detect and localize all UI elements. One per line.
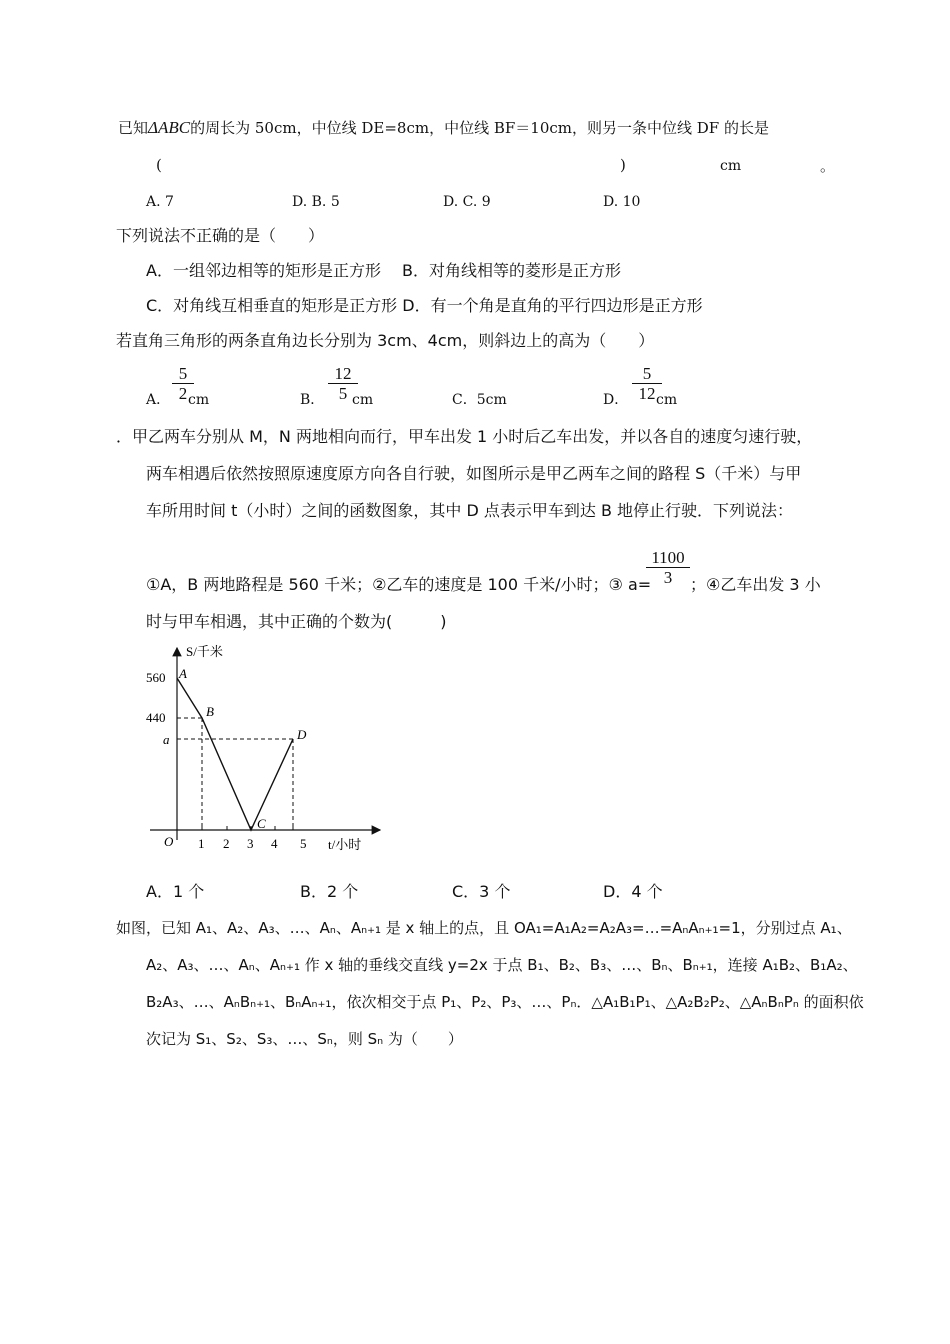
q2-options-line2: C．对角线互相垂直的矩形是正方形 D．有一个角是直角的平行四边形是正方形	[146, 296, 703, 315]
q4-statements-b: ；④乙车出发 3 小	[690, 575, 821, 594]
q4-option-d: D．4 个	[603, 882, 663, 901]
q3-option-c	[452, 390, 507, 410]
q4-statements-a: ①A，B 两地路程是 560 千米；②乙车的速度是 100 千米/小时；③ a=	[146, 575, 652, 594]
q1-triangle: ΔABC	[148, 118, 191, 137]
origin-label: O	[164, 834, 174, 849]
q2-stem: 下列说法不正确的是（ ）	[116, 226, 325, 245]
frac-numerator: 12	[334, 364, 352, 383]
q5-line1: 如图，已知 A₁、A₂、A₃、…、Aₙ、Aₙ₊₁ 是 x 轴上的点，且 OA₁=A₁A₂=A₂A₃=…=AₙAₙ₊₁=1，分别过点 A₁、	[116, 919, 852, 937]
q1-unit: cm	[720, 158, 742, 174]
q3-option-b-label: B．	[300, 392, 325, 408]
q4-line1: ．甲乙两车分别从 M，N 两地相向而行，甲车出发 1 小时后乙车出发，并以各自的速度匀速行驶，	[116, 427, 813, 446]
x-tick-5: 5	[300, 836, 307, 851]
q1-stem	[118, 118, 769, 138]
q1-open-paren: (	[156, 156, 162, 174]
q3-stem: 若直角三角形的两条直角边长分别为 3cm、4cm，则斜边上的高为（ ）	[116, 331, 655, 350]
frac-denominator: 3	[663, 568, 673, 587]
q1-stem-text: 的周长为 50cm，中位线 DE=8cm，中位线 BF＝10cm，则另一条中位线 DF 的长是	[190, 119, 769, 137]
frac-numerator: 5	[178, 364, 188, 383]
y-tick-560: 560	[146, 670, 166, 685]
q1-close-paren: )	[620, 156, 626, 174]
point-d-label: D	[297, 727, 307, 742]
y-axis-label: S/千米	[186, 644, 223, 659]
y-tick-a: a	[163, 732, 170, 747]
graph-polyline	[177, 678, 293, 830]
q3-option-c-text: 5cm	[476, 392, 507, 408]
x-axis-label: t/小时	[328, 837, 362, 852]
q3-option-a-unit: cm	[188, 392, 210, 408]
q1-option-c: D. C. 9	[443, 194, 491, 210]
frac-numerator: 1100	[651, 548, 685, 567]
point-a-label: A	[179, 666, 187, 681]
q1-option-a: A. 7	[146, 194, 174, 210]
x-tick-2: 2	[223, 836, 230, 851]
q4-option-a: A．1 个	[146, 882, 205, 901]
point-b-label: B	[206, 704, 214, 719]
q1-option-d: D. 10	[603, 194, 641, 210]
q4-line2: 两车相遇后依然按照原速度原方向各自行驶，如图所示是甲乙两车之间的路程 S（千米）与甲	[146, 464, 802, 483]
q3-option-a-label: A．	[146, 392, 171, 408]
q4-line5: 时与甲车相遇，其中正确的个数为( )	[146, 612, 447, 631]
q5-line3: B₂A₃、…、AₙBₙ₊₁、BₙAₙ₊₁，依次相交于点 P₁、P₂、P₃、…、Pₙ．△A₁B₁P₁、△A₂B₂P₂、△AₙBₙPₙ 的面积依	[146, 993, 864, 1011]
q5-line2: A₂、A₃、…、Aₙ、Aₙ₊₁ 作 x 轴的垂线交直线 y=2x 于点 B₁、B₂、B₃、…、Bₙ、Bₙ₊₁，连接 A₁B₂、B₁A₂、	[146, 956, 858, 974]
x-tick-4: 4	[271, 836, 278, 851]
q4-line3: 车所用时间 t（小时）之间的函数图象，其中 D 点表示甲车到达 B 地停止行驶．下列说法：	[146, 501, 794, 520]
point-c-label: C	[257, 816, 266, 831]
q1-prefix: 已知	[118, 119, 149, 137]
frac-denominator: 5	[338, 384, 348, 403]
q3-option-c-label: C．	[452, 392, 477, 408]
q4-fraction	[646, 548, 690, 587]
q3-option-d-label: D．	[603, 392, 629, 408]
q5-line4: 次记为 S₁、S₂、S₃、…、Sₙ，则 Sₙ 为（ ）	[146, 1030, 463, 1048]
distance-time-graph	[140, 640, 400, 860]
q4-option-b: B．2 个	[300, 882, 359, 901]
q1-option-b: D. B. 5	[292, 194, 340, 210]
q1-end-mark: 。	[820, 157, 836, 175]
y-tick-440: 440	[146, 710, 166, 725]
q4-option-c: C．3 个	[452, 882, 511, 901]
q2-options-line1: A．一组邻边相等的矩形是正方形 B．对角线相等的菱形是正方形	[146, 261, 622, 280]
frac-denominator: 12	[638, 384, 656, 403]
frac-numerator: 5	[642, 364, 652, 383]
q3-option-b-unit: cm	[352, 392, 374, 408]
frac-denominator: 2	[178, 384, 188, 403]
x-tick-3: 3	[247, 836, 254, 851]
x-tick-1: 1	[198, 836, 205, 851]
q3-option-d-unit: cm	[656, 392, 678, 408]
